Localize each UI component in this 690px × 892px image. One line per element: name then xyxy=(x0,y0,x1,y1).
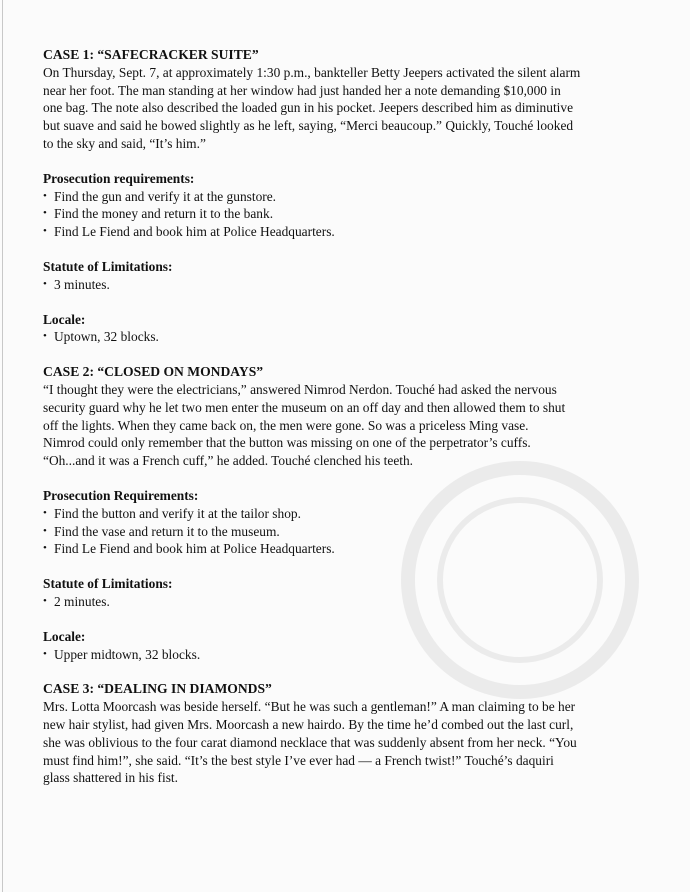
list-item: • Find Le Fiend and book him at Police Headquarters. xyxy=(43,540,643,558)
body-line: Mrs. Lotta Moorcash was beside herself. “But he was such a gentleman!” A man claiming to be her xyxy=(43,699,576,715)
locale-list xyxy=(43,328,643,346)
body-line: security guard why he let two men enter the museum on an off day and then allowed them to shut xyxy=(43,399,566,415)
prosecution-list xyxy=(43,188,643,241)
list-item: • 2 minutes. xyxy=(43,593,643,611)
page-edge xyxy=(2,0,3,892)
body-line: Nimrod could only remember that the button was missing on one of the perpetrator’s cuffs. xyxy=(43,435,531,451)
case-2 xyxy=(43,363,643,663)
case-3 xyxy=(43,680,643,787)
body-line: glass shattered in his fist. xyxy=(43,770,179,786)
locale-list xyxy=(43,646,643,664)
statute-list xyxy=(43,593,643,611)
body-line: she was oblivious to the four carat diamond necklace that was suddenly absent from her neck. “You xyxy=(43,734,577,750)
prosecution-heading: Prosecution Requirements: xyxy=(43,487,199,503)
list-item: • Find Le Fiend and book him at Police Headquarters. xyxy=(43,223,643,241)
body-line: one bag. The note also described the loaded gun in his pocket. Jeepers described him as diminutive xyxy=(43,100,574,116)
locale-heading: Locale: xyxy=(43,311,86,327)
list-item: • Uptown, 32 blocks. xyxy=(43,328,643,346)
body-line: off the lights. When they came back on, the men were gone. So was a priceless Ming vase. xyxy=(43,417,529,433)
case-body xyxy=(43,381,643,470)
prosecution-list xyxy=(43,505,643,558)
body-line: must find him!”, she said. “It’s the best style I’ve ever had — a French twist!” Touché’s daquiri xyxy=(43,752,554,768)
list-item: • Find the button and verify it at the tailor shop. xyxy=(43,505,643,523)
case-body xyxy=(43,698,643,787)
list-item: • 3 minutes. xyxy=(43,276,643,294)
list-item: • Find the gun and verify it at the gunstore. xyxy=(43,188,643,206)
body-line: On Thursday, Sept. 7, at approximately 1:30 p.m., bankteller Betty Jeepers activated the silent alarm xyxy=(43,64,581,80)
document-content xyxy=(43,46,643,787)
case-body xyxy=(43,64,643,153)
body-line: to the sky and said, “It’s him.” xyxy=(43,135,206,151)
statute-list xyxy=(43,276,643,294)
case-1 xyxy=(43,46,643,346)
prosecution-heading: Prosecution requirements: xyxy=(43,170,195,186)
body-line: “I thought they were the electricians,” answered Nimrod Nerdon. Touché had asked the nervous xyxy=(43,381,557,397)
body-line: new hair stylist, had given Mrs. Moorcash a new hairdo. By the time he’d combed out the last curl, xyxy=(43,716,574,732)
list-item: • Upper midtown, 32 blocks. xyxy=(43,646,643,664)
body-line: “Oh...and it was a French cuff,” he added. Touché clenched his teeth. xyxy=(43,453,414,469)
case-title: CASE 3: “DEALING IN DIAMONDS” xyxy=(43,681,272,697)
locale-heading: Locale: xyxy=(43,628,86,644)
statute-heading: Statute of Limitations: xyxy=(43,576,173,592)
case-title: CASE 1: “SAFECRACKER SUITE” xyxy=(43,47,259,62)
case-title: CASE 2: “CLOSED ON MONDAYS” xyxy=(43,364,264,380)
statute-heading: Statute of Limitations: xyxy=(43,258,173,274)
list-item: • Find the vase and return it to the museum. xyxy=(43,523,643,541)
list-item: • Find the money and return it to the bank. xyxy=(43,205,643,223)
body-line: but suave and said he bowed slightly as he left, saying, “Merci beaucoup.” Quickly, Touché looked xyxy=(43,118,574,134)
body-line: near her foot. The man standing at her window had just handed her a note demanding $10,000 in xyxy=(43,82,561,98)
